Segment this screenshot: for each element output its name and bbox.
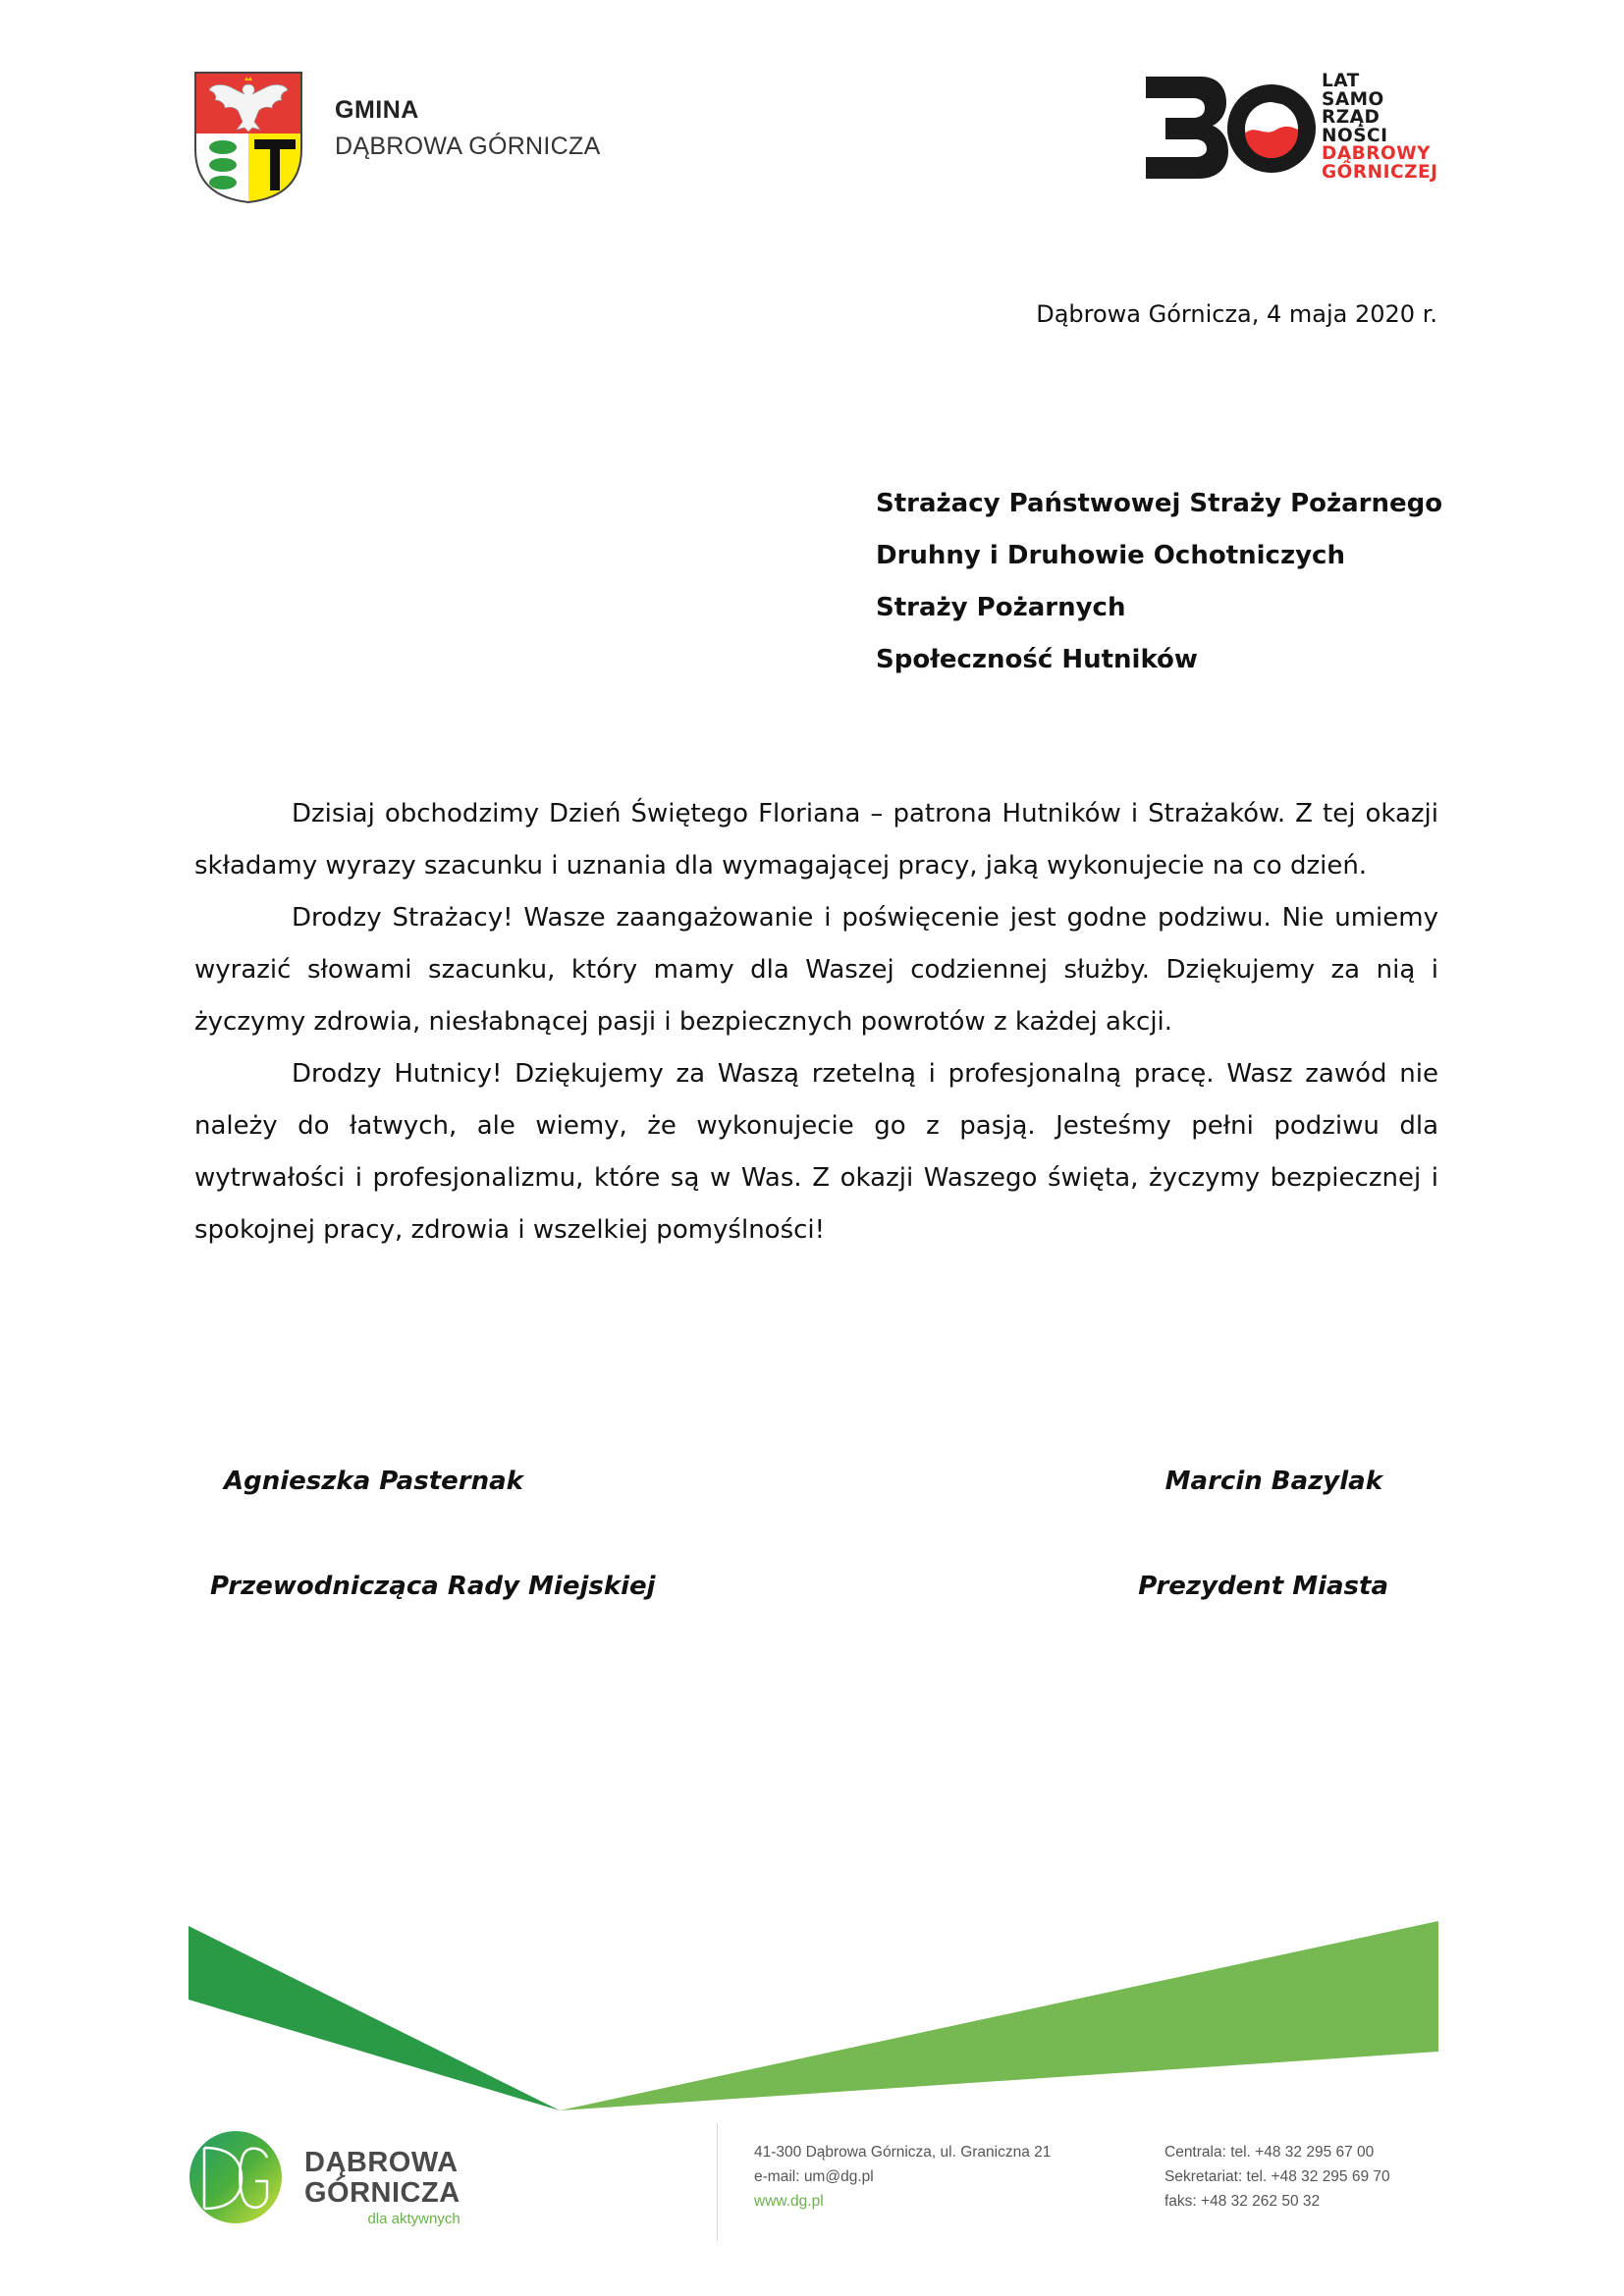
footer-email[interactable]: e-mail: um@dg.pl [754, 2168, 874, 2185]
addressee-line: Straży Pożarnych [876, 593, 1126, 622]
body-paragraph: Drodzy Strażacy! Wasze zaangażowanie i poświęcenie jest godne podziwu. Nie umiemy wyrazić słowami szacunku, który mamy dla Waszej codziennej służby. Dziękujemy za nią i życzymy zdrowia, niesłabnącej pasji i bezpiecznych powrotów z każdej akcji. [194, 903, 1438, 1037]
addressee-line: Społeczność Hutników [876, 645, 1198, 674]
footer-tagline: dla aktywnych [367, 2211, 460, 2227]
footer-website-link[interactable]: www.dg.pl [754, 2193, 824, 2210]
gmina-title: GMINA [335, 96, 419, 124]
footer-phones [1164, 2140, 1390, 2214]
gmina-subtitle: DĄBROWA GÓRNICZA [335, 133, 601, 160]
letter-date: Dąbrowa Górnicza, 4 maja 2020 r. [1036, 300, 1437, 328]
footer-brand-line2: GÓRNICZA [304, 2177, 460, 2209]
coat-of-arms-icon [193, 71, 303, 204]
anniversary-line: RZĄD [1322, 107, 1380, 128]
footer-brand [304, 2148, 460, 2227]
footer-fax: faks: +48 32 262 50 32 [1164, 2193, 1321, 2210]
footer-divider [717, 2123, 718, 2241]
light-green-wedge [560, 1921, 1438, 2110]
addressee-line: Druhny i Druhowie Ochotniczych [876, 541, 1345, 570]
footer-brand-line1: DĄBROWA [304, 2147, 459, 2178]
footer-green-wedges [0, 1904, 1624, 2130]
body-paragraph: Dzisiaj obchodzimy Dzień Świętego Floriana – patrona Hutników i Strażaków. Z tej okazji składamy wyrazy szacunku i uznania dla wymagającej pracy, jaką wykonujecie na co dzień. [194, 799, 1438, 881]
dg-city-logo-icon [187, 2128, 285, 2226]
anniversary-line: LAT [1322, 71, 1360, 91]
gmina-logo-text [335, 96, 601, 161]
anniversary-line-red: GÓRNICZEJ [1322, 161, 1438, 183]
footer-phone-central: Centrala: tel. +48 32 295 67 00 [1164, 2144, 1375, 2161]
anniversary-line: SAMO [1322, 88, 1384, 110]
letter-body [194, 788, 1438, 1256]
addressee-line: Strażacy Państwowej Straży Pożarnego [876, 489, 1443, 518]
footer-phone-secretariat: Sekretariat: tel. +48 32 295 69 70 [1164, 2168, 1390, 2185]
body-paragraph: Drodzy Hutnicy! Dziękujemy za Waszą rzetelną i profesjonalną pracę. Wasz zawód nie należy do łatwych, ale wiemy, że wykonujecie go z pasją. Jesteśmy pełni podziwu dla wytrwałości i profesjonalizmu, które są w Was. Z okazji Waszego święta, życzymy bezpiecznej i spokojnej pracy, zdrowia i wszelkiej pomyślności! [194, 1059, 1438, 1245]
anniversary-line: NOŚCI [1322, 125, 1388, 146]
anniversary-30-logo-icon [1142, 73, 1319, 183]
dark-green-wedge [189, 1926, 560, 2110]
signature-right-role: Prezydent Miasta [1138, 1572, 1388, 1601]
footer-contact [754, 2140, 1051, 2214]
footer-address: 41-300 Dąbrowa Górnicza, ul. Graniczna 21 [754, 2144, 1052, 2161]
anniversary-line-red: DĄBROWY [1322, 143, 1432, 164]
signature-left-role: Przewodnicząca Rady Miejskiej [210, 1572, 656, 1601]
signature-right-name: Marcin Bazylak [1164, 1467, 1382, 1496]
signature-left-name: Agnieszka Pasternak [224, 1467, 523, 1496]
addressee-block [876, 478, 1442, 686]
anniversary-logo-text [1322, 73, 1438, 182]
